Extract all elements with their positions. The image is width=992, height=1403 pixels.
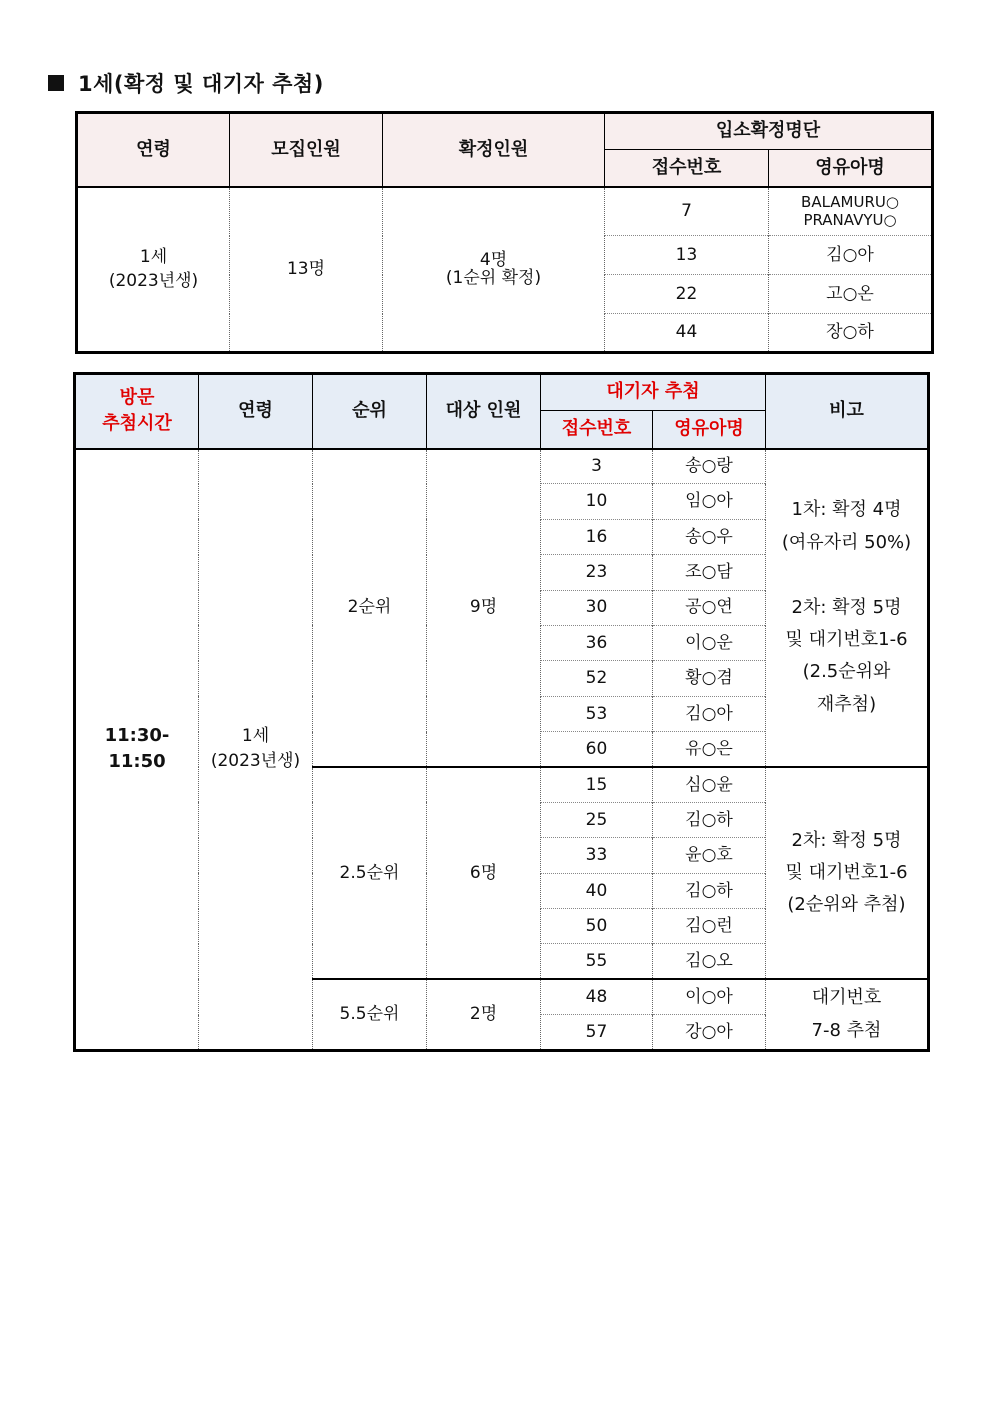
note-line: (2.5순위와 [802,661,891,683]
child-name-cell: 송○랑 [653,449,766,484]
child-name-cell: BALAMURU○ PRANAVYU○ [769,187,933,236]
note-line: 2차: 확정 5명 [791,829,902,851]
square-bullet-icon [48,75,64,91]
child-name-cell: 공○연 [653,590,766,625]
header-confirmed: 확정인원 [383,113,605,187]
reg-no-cell: 15 [541,767,653,802]
header-rank: 순위 [313,374,427,449]
child-name-cell: 조○담 [653,555,766,590]
confirmed-cell: 4명 (1순위 확정) [383,187,605,353]
child-name-cell: 송○우 [653,519,766,554]
age-cell: 1세 (2023년생) [77,187,230,353]
rank-cell: 2.5순위 [313,767,427,979]
reg-no-cell: 40 [541,873,653,908]
note-line: (2순위와 추첨) [787,894,906,916]
child-name-cell: 김○하 [653,873,766,908]
note-cell [766,979,929,1050]
child-name-cell: 이○아 [653,979,766,1014]
admission-confirmed-table [75,111,934,354]
note-line: 재추첨) [816,693,877,715]
child-name-cell: 김○하 [653,802,766,837]
note-line: 대기번호 [811,987,882,1009]
target-count-cell: 2명 [427,979,541,1050]
reg-no-cell: 30 [541,590,653,625]
reg-no-cell: 60 [541,732,653,767]
table-row [75,449,929,484]
child-name-cell: 김○아 [653,696,766,731]
header-reg-no: 접수번호 [541,411,653,449]
header-visit-time: 방문 추첨시간 [75,374,199,449]
child-name-cell: 김○런 [653,909,766,944]
section-title: 1세(확정 및 대기자 추첨) [78,72,324,96]
reg-no-cell: 22 [605,275,769,314]
note-line: 2차: 확정 5명 [791,596,902,618]
child-name-cell: 임○아 [653,484,766,519]
note-line: 및 대기번호1-6 [785,861,908,883]
reg-no-cell: 13 [605,236,769,275]
header-child-name: 영유아명 [653,411,766,449]
reg-no-cell: 3 [541,449,653,484]
reg-no-cell: 44 [605,314,769,353]
child-name-cell: 김○오 [653,944,766,979]
header-recruit: 모집인원 [230,113,383,187]
section-heading [48,68,324,98]
child-name-cell: 유○은 [653,732,766,767]
table-row [77,187,933,236]
child-name-cell: 윤○호 [653,838,766,873]
child-name-cell: 이○운 [653,625,766,660]
note-line: 7-8 추첨 [811,1019,882,1041]
recruit-cell: 13명 [230,187,383,353]
header-age: 연령 [77,113,230,187]
note-cell [766,767,929,979]
reg-no-cell: 48 [541,979,653,1014]
age-cell: 1세 (2023년생) [199,449,313,1051]
note-line [766,559,927,591]
child-name-cell: 고○온 [769,275,933,314]
target-count-cell: 6명 [427,767,541,979]
reg-no-cell: 53 [541,696,653,731]
child-name-cell: 김○아 [769,236,933,275]
note-cell [766,449,929,768]
reg-no-cell: 23 [541,555,653,590]
reg-no-cell: 7 [605,187,769,236]
reg-no-cell: 25 [541,802,653,837]
reg-no-cell: 36 [541,625,653,660]
header-age: 연령 [199,374,313,449]
reg-no-cell: 10 [541,484,653,519]
child-name-cell: 강○아 [653,1015,766,1050]
target-count-cell: 9명 [427,449,541,768]
note-line: 및 대기번호1-6 [785,628,908,650]
child-name-cell: 장○하 [769,314,933,353]
child-name-cell: 심○윤 [653,767,766,802]
waitlist-draw-table [73,372,930,1052]
visit-time-cell: 11:30-11:50 [75,449,199,1051]
note-line: (여유자리 50%) [781,531,912,553]
rank-cell: 2순위 [313,449,427,768]
header-waitlist-draw: 대기자 추첨 [541,374,766,411]
header-note: 비고 [766,374,929,449]
reg-no-cell: 50 [541,909,653,944]
reg-no-cell: 52 [541,661,653,696]
reg-no-cell: 16 [541,519,653,554]
header-target: 대상 인원 [427,374,541,449]
header-admission-list: 입소확정명단 [605,113,933,150]
reg-no-cell: 33 [541,838,653,873]
child-name-cell: 황○겸 [653,661,766,696]
reg-no-cell: 55 [541,944,653,979]
note-line: 1차: 확정 4명 [791,499,902,521]
rank-cell: 5.5순위 [313,979,427,1050]
header-reg-no: 접수번호 [605,150,769,187]
header-child-name: 영유아명 [769,150,933,187]
reg-no-cell: 57 [541,1015,653,1050]
